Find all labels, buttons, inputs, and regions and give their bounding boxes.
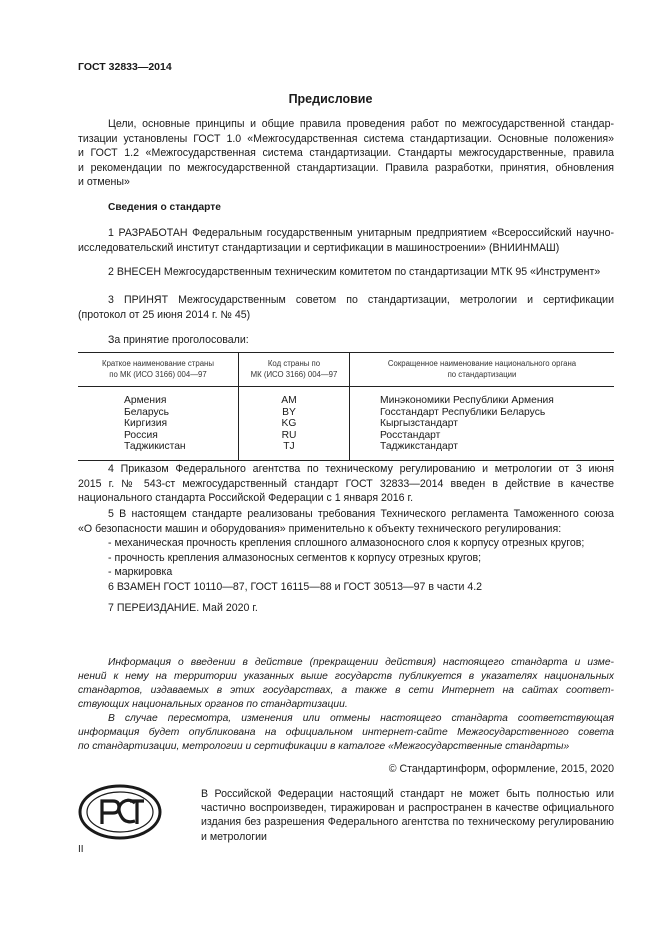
header-line: Краткое наименование страны	[102, 359, 214, 368]
country-code: KG	[281, 418, 297, 430]
item-6	[78, 580, 614, 595]
info-line: Информация о введении в действие (прекращении действия) настоящего стандарта и изме-	[108, 657, 614, 668]
info-line: ствующих национальных органов по стандартизации.	[78, 699, 348, 710]
info-line: информация будет опубликована на официальном интернет-сайте Межгосударственного совета	[78, 727, 614, 738]
national-body: Госстандарт Республики Беларусь	[380, 406, 546, 418]
item-1	[78, 226, 614, 255]
country-code: TJ	[283, 441, 295, 453]
voting-table	[78, 352, 614, 461]
item-7	[78, 601, 614, 616]
header-country-name	[78, 353, 239, 387]
item-2	[78, 265, 614, 280]
header-line: по МК (ИСО 3166) 004—97	[109, 369, 207, 379]
national-body: Росстандарт	[380, 429, 441, 441]
country-column	[78, 387, 239, 461]
intro-line: и ГОСТ 1.2 «Межгосударственная система стандартизации. Стандарты межгосударственные, правила	[78, 147, 614, 160]
rf-notice-line: издания без разрешения Федерального агентства по техническому регулированию	[201, 816, 614, 829]
item-1-line: 1 РАЗРАБОТАН Федеральным государственным унитарным предприятием «Всероссийский научно-	[108, 227, 614, 239]
item-3	[78, 293, 614, 322]
item-5-line: «О безопасности машин и оборудования» применительно к объекту технического регулирования:	[78, 522, 562, 535]
info-block	[78, 656, 614, 754]
list-item: - маркировка	[108, 566, 173, 579]
intro-paragraph	[78, 117, 614, 190]
copyright: © Стандартинформ, оформление, 2015, 2020	[388, 763, 614, 775]
svedeniya-heading: Сведения о стандарте	[108, 202, 221, 213]
page-title: Предисловие	[288, 92, 373, 106]
vote-intro: За принятие проголосовали:	[108, 334, 249, 346]
item-6-line: 6 ВЗАМЕН ГОСТ 10110—87, ГОСТ 16115—88 и ГОСТ 30513—97 в части 4.2	[108, 581, 483, 593]
item-4-line: 2015 г. № 543-ст межгосударственный стандарт ГОСТ 32833—2014 введен в действие в качестве	[78, 477, 614, 490]
country-code: BY	[282, 406, 296, 418]
intro-line: и отмены»	[78, 176, 130, 189]
country-code: AM	[281, 395, 297, 406]
national-body: Минэкономики Республики Армения	[380, 395, 554, 406]
intro-line: тизации установлены ГОСТ 1.0 «Межгосударственная система стандартизации. Основные положения»	[78, 132, 614, 145]
header-national-body	[350, 353, 615, 387]
info-line: стандартов, издаваемых в этих государствах, а также в сети Интернет на сайтах соответ-	[78, 685, 614, 696]
item-7-line: 7 ПЕРЕИЗДАНИЕ. Май 2020 г.	[108, 602, 258, 614]
rst-logo-icon	[78, 784, 162, 843]
item-4-line: 4 Приказом Федерального агентства по техническому регулированию и метрологии от 3 июня	[108, 463, 614, 475]
info-line: нений к нему на территории указанных выше государств публикуется в указателях национальных	[78, 671, 614, 682]
intro-line: Цели, основные принципы и общие правила проведения работ по межгосударственной стандар-	[108, 118, 614, 130]
info-line: В случае пересмотра, изменения или отмены настоящего стандарта соответствующая	[108, 713, 614, 724]
standard-id: ГОСТ 32833—2014	[78, 61, 172, 73]
rf-notice-line: частично воспроизведен, тиражирован и распространен в качестве официального	[201, 802, 614, 815]
country-name: Армения	[124, 395, 167, 406]
list-item: - механическая прочность крепления сплошного алмазоносного слоя к корпусу отрезных кругов;	[108, 537, 585, 550]
item-1-line: исследовательский институт стандартизации и сертификации в машиностроении» (ВНИИНМАШ)	[78, 241, 560, 254]
header-line: МК (ИСО 3166) 004—97	[250, 369, 338, 379]
rf-notice	[201, 787, 614, 844]
item-2-line: 2 ВНЕСЕН Межгосударственным техническим комитетом по стандартизации МТК 95 «Инструмент»	[108, 266, 601, 278]
info-line: по стандартизации, метрологии и сертификации в каталоге «Межгосударственные стандарты»	[78, 741, 570, 752]
national-body: Таджикстандарт	[380, 441, 458, 453]
country-code: RU	[281, 429, 297, 441]
country-name: Беларусь	[124, 406, 170, 418]
item-5-line: 5 В настоящем стандарте реализованы требования Технического регламента Таможенного союза	[108, 508, 614, 520]
national-body: Кыргызстандарт	[380, 418, 459, 430]
rf-notice-line: и метрологии	[201, 830, 267, 843]
intro-line: и рекомендации по межгосударственной стандартизации. Правила разработки, принятия, обновления	[78, 161, 614, 174]
code-column	[239, 387, 350, 461]
body-column	[350, 387, 615, 461]
header-line: Код страны по	[267, 359, 321, 368]
header-line: по стандартизации	[447, 369, 517, 379]
rf-notice-line: В Российской Федерации настоящий стандарт не может быть полностью или	[201, 788, 614, 800]
country-name: Таджикистан	[124, 441, 186, 453]
header-country-code	[239, 353, 350, 387]
table-header-row	[78, 353, 614, 387]
table-row	[78, 387, 614, 461]
list-item: - прочность крепления алмазоносных сегментов к корпусу отрезных кругов;	[108, 551, 482, 564]
item-4	[78, 462, 614, 506]
item-3-line: (протокол от 25 июня 2014 г. № 45)	[78, 308, 251, 321]
item-5	[78, 507, 614, 580]
country-name: Россия	[124, 429, 158, 441]
country-name: Киргизия	[124, 418, 168, 430]
item-3-line: 3 ПРИНЯТ Межгосударственным советом по стандартизации, метрологии и сертификации	[108, 294, 614, 306]
item-4-line: национального стандарта Российской Федерации с 1 января 2016 г.	[78, 492, 414, 505]
page-number: II	[78, 844, 84, 855]
header-line: Сокращенное наименование национального органа	[387, 359, 577, 368]
